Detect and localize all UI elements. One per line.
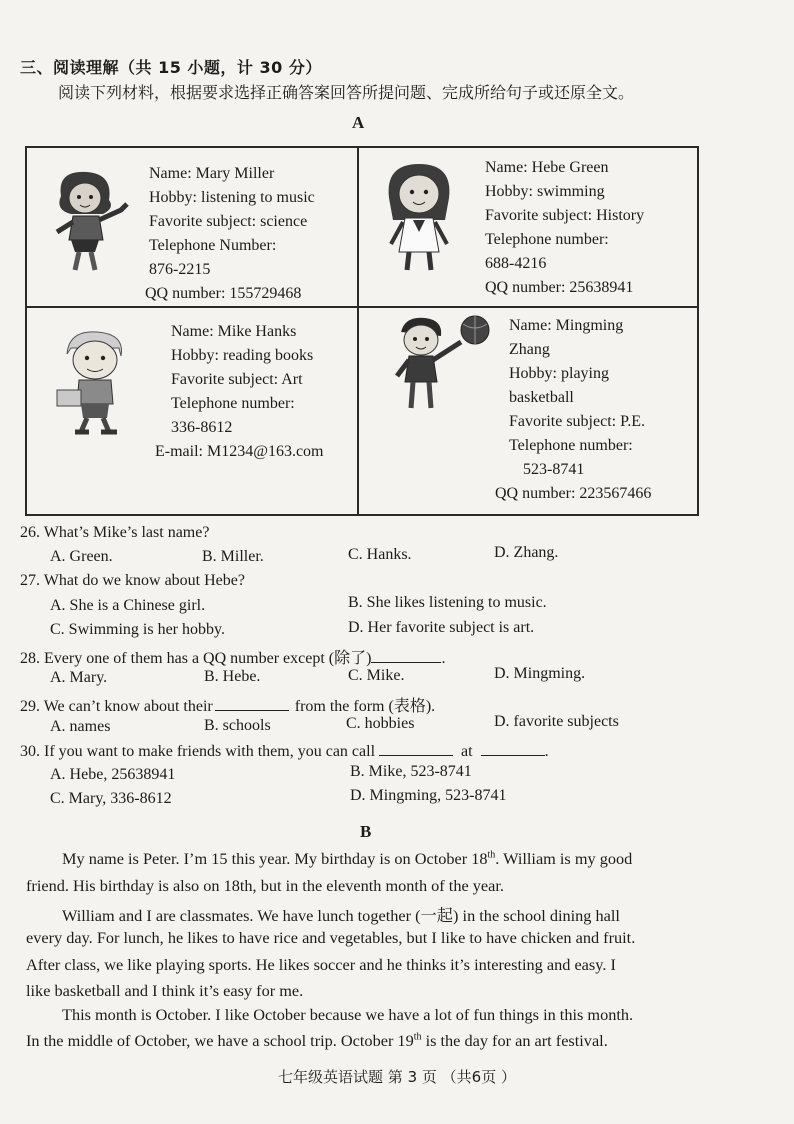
hebe-info <box>485 156 644 300</box>
mingming-info <box>495 314 652 506</box>
mingming-phone: 523-8741 <box>523 461 585 478</box>
q26-option-c: C. Hanks. <box>348 546 412 563</box>
passage-b-p3-line2 <box>26 1031 608 1051</box>
q27-option-b: B. She likes listening to music. <box>348 594 547 611</box>
part-a-label: A <box>352 113 365 132</box>
q30-option-d: D. Mingming, 523-8741 <box>350 787 507 804</box>
passage-b-p1-line2: friend. His birthday is also on 18th, but in the eleventh month of the year. <box>26 876 504 895</box>
mary-hobby: Hobby: listening to music <box>149 189 315 206</box>
p3-l2-text: In the middle of October, we have a school trip. October 19 <box>26 1031 414 1050</box>
p1-l1-text: My name is Peter. I’m 15 this year. My birthday is on October 18 <box>62 849 488 868</box>
girl-figure-icon <box>373 158 465 274</box>
passage-b-p2-line4: like basketball and I think it’s easy for me. <box>26 981 304 1000</box>
mingming-phone-label: Telephone number: <box>509 437 633 454</box>
q28-stem-end: . <box>441 650 446 667</box>
q30-option-c: C. Mary, 336-8612 <box>50 790 172 807</box>
mike-info <box>155 320 324 464</box>
hebe-qq: QQ number: 25638941 <box>485 279 634 296</box>
mike-email: E-mail: M1234@163.com <box>155 443 324 460</box>
q27-option-c: C. Swimming is her hobby. <box>50 621 225 638</box>
passage-b-p2-line1: William and I are classmates. We have lunch together (一起) in the school dining hall <box>62 906 620 925</box>
section-instruction: 阅读下列材料，根据要求选择正确答案回答所提问题、完成所给句子或还原全文。 <box>58 83 635 102</box>
hebe-hobby: Hobby: swimming <box>485 183 605 200</box>
q30-blank-number[interactable] <box>481 741 545 756</box>
p3-l2-end: is the day for an art festival. <box>421 1031 608 1050</box>
q29-option-a: A. names <box>50 718 111 735</box>
passage-b-p2-line3: After class, we like playing sports. He likes soccer and he thinks it’s interesting and easy. I <box>26 955 616 974</box>
q29-option-b: B. schools <box>204 717 271 734</box>
hebe-phone-label: Telephone number: <box>485 231 609 248</box>
q27-option-a: A. She is a Chinese girl. <box>50 597 206 614</box>
q26-option-a: A. Green. <box>50 548 113 565</box>
passage-b-p2-line2: every day. For lunch, he likes to have rice and vegetables, but I like to have chicken and fruit. <box>26 928 636 947</box>
q30-option-b: B. Mike, 523-8741 <box>350 763 472 780</box>
q29-stem-text: 29. We can’t know about their <box>20 698 213 715</box>
mingming-qq: QQ number: 223567466 <box>495 485 652 502</box>
mary-qq: QQ number: 155729468 <box>145 285 302 302</box>
q26-option-b: B. Miller. <box>202 548 264 565</box>
q30-blank-name[interactable] <box>379 741 453 756</box>
mike-phone: 336-8612 <box>171 419 233 436</box>
q29-option-d: D. favorite subjects <box>494 713 619 730</box>
q30-option-a: A. Hebe, 25638941 <box>50 766 176 783</box>
q27-option-d: D. Her favorite subject is art. <box>348 619 535 636</box>
page-footer: 七年级英语试题 第 3 页 （共6页 ） <box>278 1068 516 1086</box>
passage-b-p3-line1: This month is October. I like October because we have a lot of fun things in this month. <box>62 1005 634 1024</box>
q28-option-c: C. Mike. <box>348 667 405 684</box>
mary-name: Name: Mary Miller <box>149 165 275 182</box>
q28-stem <box>20 645 445 668</box>
section-title: 三、阅读理解（共 15 小题，计 30 分） <box>20 58 322 77</box>
q30-stem-at: at <box>461 743 473 760</box>
girl-figure-icon <box>41 166 133 276</box>
hebe-phone: 688-4216 <box>485 255 547 272</box>
profile-table <box>25 146 699 516</box>
part-b-label: B <box>360 822 372 841</box>
q29-stem <box>20 693 435 716</box>
q27-stem: 27. What do we know about Hebe? <box>20 572 245 589</box>
mingming-name: Name: Mingming <box>509 317 624 334</box>
q28-stem-text: 28. Every one of them has a QQ number except (除了) <box>20 650 372 667</box>
mingming-hobby: Hobby: playing <box>509 365 609 382</box>
profile-card-hebe <box>358 147 698 307</box>
mingming-hobby-cont: basketball <box>509 389 574 406</box>
q29-option-c: C. hobbies <box>346 715 415 732</box>
q29-blank[interactable] <box>215 696 289 711</box>
passage-b-p1-line1 <box>62 849 632 869</box>
q30-stem <box>20 741 549 761</box>
mingming-name-cont: Zhang <box>509 341 550 358</box>
mary-subject: Favorite subject: science <box>149 213 308 230</box>
p1-l1-sup: th <box>487 849 496 861</box>
p3-l2-sup: th <box>413 1031 422 1043</box>
q30-stem-text: 30. If you want to make friends with them, you can call <box>20 743 376 760</box>
mike-subject: Favorite subject: Art <box>171 371 303 388</box>
q28-option-b: B. Hebe. <box>204 668 261 685</box>
mingming-subject: Favorite subject: P.E. <box>509 413 645 430</box>
q26-option-d: D. Zhang. <box>494 544 559 561</box>
mary-info <box>145 162 315 306</box>
mike-phone-label: Telephone number: <box>171 395 295 412</box>
profile-card-mary <box>26 147 358 307</box>
boy-figure-icon <box>45 324 145 436</box>
q28-blank[interactable] <box>371 648 441 663</box>
mary-phone: 876-2215 <box>149 261 211 278</box>
q28-option-d: D. Mingming. <box>494 665 586 682</box>
q30-stem-end: . <box>544 743 549 760</box>
p1-l1-end: . William is my good <box>495 849 633 868</box>
mike-name: Name: Mike Hanks <box>171 323 297 340</box>
mary-phone-label: Telephone Number: <box>149 237 277 254</box>
hebe-name: Name: Hebe Green <box>485 159 609 176</box>
q29-stem-end: from the form (表格). <box>294 698 436 715</box>
boy-basketball-figure-icon <box>383 314 499 414</box>
q26-stem: 26. What’s Mike’s last name? <box>20 524 210 541</box>
profile-card-mike <box>26 307 358 515</box>
profile-card-mingming <box>358 307 698 515</box>
mike-hobby: Hobby: reading books <box>171 347 314 364</box>
hebe-subject: Favorite subject: History <box>485 207 645 224</box>
q28-option-a: A. Mary. <box>50 669 108 686</box>
